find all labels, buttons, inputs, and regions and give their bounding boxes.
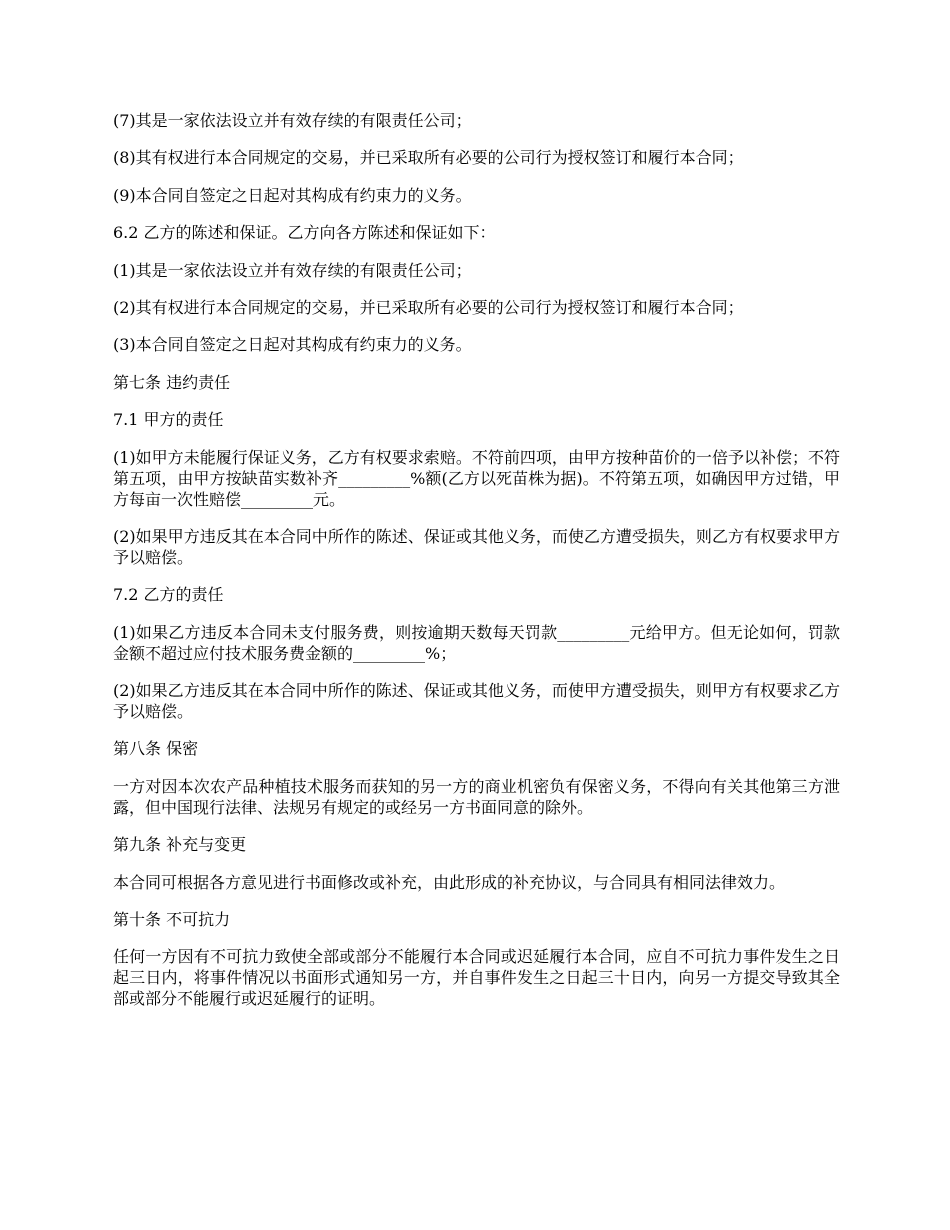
- article-8-heading: 第八条 保密: [113, 739, 199, 759]
- article-10-body: 任何一方因有不可抗力致使全部或部分不能履行本合同或迟延履行本合同，应自不可抗力事件发生之日起三日内，将事件情况以书面形式通知另一方，并自事件发生之日起三十日内，向另一方提交导致其全部或部分不能履行或迟延履行的证明。: [113, 947, 840, 1009]
- article-8-body: 一方对因本次农产品种植技术服务而获知的另一方的商业机密负有保密义务，不得向有关其他第三方泄露，但中国现行法律、法规另有规定的或经另一方书面同意的除外。: [113, 776, 840, 817]
- article-9-body: 本合同可根据各方意见进行书面修改或补充，由此形成的补充协议，与合同具有相同法律效力。: [113, 872, 786, 892]
- clause-6-2-heading: 6.2 乙方的陈述和保证。乙方向各方陈述和保证如下：: [113, 223, 496, 243]
- article-7-heading: 第七条 违约责任: [113, 372, 231, 392]
- clause-6-2-item-2: (2)其有权进行本合同规定的交易，并已采取所有必要的公司行为授权签订和履行本合同；: [113, 297, 744, 317]
- clause-6-1-item-8: (8)其有权进行本合同规定的交易，并已采取所有必要的公司行为授权签订和履行本合同；: [113, 148, 744, 168]
- clause-7-1-heading: 7.1 甲方的责任: [113, 410, 224, 430]
- clause-6-2-item-1: (1)其是一家依法设立并有效存续的有限责任公司；: [113, 260, 472, 280]
- clause-7-1-item-2: (2)如果甲方违反其在本合同中所作的陈述、保证或其他义务，而使乙方遭受损失，则乙方有权要求甲方予以赔偿。: [113, 526, 840, 567]
- clause-7-2-heading: 7.2 乙方的责任: [113, 585, 224, 605]
- clause-7-2-item-2: (2)如果乙方违反其在本合同中所作的陈述、保证或其他义务，而使甲方遭受损失，则甲方有权要求乙方予以赔偿。: [113, 681, 840, 722]
- document-page: [113, 110, 840, 1026]
- clause-6-1-item-9: (9)本合同自签定之日起对其构成有约束力的义务。: [113, 185, 472, 205]
- clause-7-2-item-1: (1)如果乙方违反本合同未支付服务费，则按逾期天数每天罚款_________元给甲方。但无论如何，罚款金额不超过应付技术服务费金额的_________%；: [113, 622, 840, 663]
- clause-7-1-item-1: (1)如甲方未能履行保证义务，乙方有权要求索赔。不符前四项，由甲方按种苗价的一倍予以补偿；不符第五项，由甲方按缺苗实数补齐_________%额(乙方以死苗株为据)。不符第五项，如确因甲方过错，甲方每亩一次性赔偿_________元。: [113, 447, 840, 509]
- article-9-heading: 第九条 补充与变更: [113, 835, 247, 855]
- clause-6-2-item-3: (3)本合同自签定之日起对其构成有约束力的义务。: [113, 335, 472, 355]
- clause-6-1-item-7: (7)其是一家依法设立并有效存续的有限责任公司；: [113, 111, 472, 130]
- article-10-heading: 第十条 不可抗力: [113, 910, 231, 930]
